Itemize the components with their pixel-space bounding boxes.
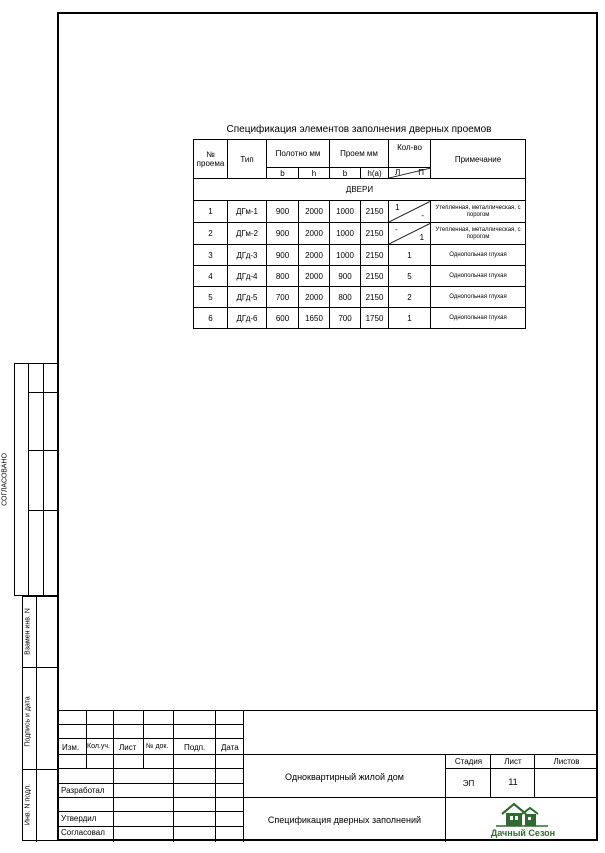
- table-row: [194, 223, 526, 245]
- approval-stamp: [14, 363, 57, 596]
- header-opening-h: h(a): [361, 168, 389, 179]
- col-podp: Подп.: [184, 743, 206, 752]
- inv-podl-label: Инв. N подл.: [24, 783, 32, 826]
- stadia-value: ЭП: [462, 779, 475, 788]
- table-row: [194, 245, 526, 266]
- cell-qty-p: 1: [419, 233, 425, 242]
- cell-no: 4: [194, 266, 228, 287]
- table-row: [194, 287, 526, 308]
- cell-opening-b: 800: [330, 287, 361, 308]
- cell-type: ДГд-3: [228, 245, 267, 266]
- cell-leaf-h: 2000: [299, 287, 330, 308]
- cell-qty: 5: [389, 266, 431, 287]
- cell-leaf-h: 2000: [299, 201, 330, 223]
- cell-leaf-h: 2000: [299, 245, 330, 266]
- cell-qty: 1: [389, 245, 431, 266]
- cell-qty-l: 1: [395, 203, 400, 212]
- qty-diagonal: [389, 201, 431, 223]
- col-data: Дата: [221, 743, 239, 752]
- cell-type: ДГм-1: [228, 201, 267, 223]
- header-qty: [389, 140, 431, 168]
- col-kol-uch: Кол.уч.: [87, 743, 110, 750]
- cell-qty: 2: [389, 287, 431, 308]
- cell-qty-l: -: [395, 225, 398, 234]
- razrabotal-label: Разработал: [61, 786, 105, 795]
- cell-no: 3: [194, 245, 228, 266]
- header-leaf-h: h: [299, 168, 330, 179]
- cell-qty: 1: [389, 308, 431, 329]
- spec-table: [193, 139, 526, 329]
- header-opening: Проем мм: [330, 140, 389, 168]
- table-row: [194, 308, 526, 329]
- cell-leaf-b: 800: [267, 266, 299, 287]
- header-opening-b: b: [330, 168, 361, 179]
- cell-qty: [389, 201, 431, 223]
- soglasoval-label: Согласовал: [61, 828, 105, 837]
- header-no: № проема: [194, 140, 228, 179]
- header-note: Примечание: [431, 140, 526, 179]
- header-leaf: Полотно мм: [267, 140, 330, 168]
- sheet-title: Спецификация дверных заполнений: [267, 815, 422, 825]
- cell-type: ДГд-4: [228, 266, 267, 287]
- spec-title: Спецификация элементов заполнения дверных проемов: [226, 124, 492, 135]
- cell-type: ДГд-6: [228, 308, 267, 329]
- soglasovano-label: СОГЛАСОВАНО: [1, 453, 9, 506]
- cell-opening-h: 2150: [361, 266, 389, 287]
- header-qty-label: Кол-во: [397, 143, 422, 152]
- cell-note: Утепленная, металлическая, с порогом: [431, 201, 526, 223]
- cell-leaf-b: 900: [267, 245, 299, 266]
- cell-leaf-b: 900: [267, 201, 299, 223]
- cell-opening-b: 900: [330, 266, 361, 287]
- cell-opening-b: 1000: [330, 201, 361, 223]
- header-qty-diagonal: [389, 168, 431, 179]
- cell-leaf-b: 600: [267, 308, 299, 329]
- cell-opening-h: 1750: [361, 308, 389, 329]
- cell-note: Утепленная, металлическая, с порогом: [431, 223, 526, 245]
- cell-leaf-h: 1650: [299, 308, 330, 329]
- list-value: 11: [508, 777, 518, 787]
- logo-text: Дачный Сезон: [490, 828, 556, 838]
- cell-note: Однопольная глухая: [431, 245, 526, 266]
- cell-note: Однопольная глухая: [431, 287, 526, 308]
- table-row: [194, 266, 526, 287]
- vzamen-inv-label: Взамен инв. N: [24, 608, 32, 655]
- qty-diagonal: [389, 223, 431, 245]
- col-list: Лист: [119, 743, 137, 752]
- cell-note: Однопольная глухая: [431, 266, 526, 287]
- project-name: Одноквартирный жилой дом: [285, 772, 404, 782]
- header-qty-p: П: [418, 168, 425, 177]
- table-row: [194, 201, 526, 223]
- cell-leaf-h: 2000: [299, 223, 330, 245]
- podpis-data-label: Подпись и дата: [24, 696, 32, 747]
- cell-qty: [389, 223, 431, 245]
- cell-no: 2: [194, 223, 228, 245]
- utverdil-label: Утвердил: [61, 814, 97, 823]
- company-logo: [486, 800, 560, 840]
- cell-opening-h: 2150: [361, 223, 389, 245]
- cell-type: ДГд-5: [228, 287, 267, 308]
- col-ndoc: № док.: [146, 743, 169, 750]
- cell-opening-b: 1000: [330, 245, 361, 266]
- cell-leaf-h: 2000: [299, 266, 330, 287]
- col-izm: Изм.: [62, 743, 80, 752]
- cell-no: 1: [194, 201, 228, 223]
- list-label: Лист: [504, 757, 522, 766]
- header-leaf-b: b: [267, 168, 299, 179]
- house-logo-icon: [486, 800, 560, 828]
- stadia-label: Стадия: [454, 757, 483, 766]
- cell-opening-b: 1000: [330, 223, 361, 245]
- cell-leaf-b: 900: [267, 223, 299, 245]
- header-type: Тип: [228, 140, 267, 179]
- cell-type: ДГм-2: [228, 223, 267, 245]
- cell-opening-h: 2150: [361, 245, 389, 266]
- cell-opening-b: 700: [330, 308, 361, 329]
- listov-label: Листов: [553, 757, 580, 766]
- cell-opening-h: 2150: [361, 201, 389, 223]
- header-qty-l: Л: [395, 168, 401, 177]
- cell-leaf-b: 700: [267, 287, 299, 308]
- header-qty-lp: [389, 168, 431, 179]
- cell-no: 6: [194, 308, 228, 329]
- cell-note: Однопольная глухая: [431, 308, 526, 329]
- section-doors: ДВЕРИ: [194, 179, 526, 201]
- cell-opening-h: 2150: [361, 287, 389, 308]
- cell-no: 5: [194, 287, 228, 308]
- cell-qty-p: -: [421, 211, 425, 220]
